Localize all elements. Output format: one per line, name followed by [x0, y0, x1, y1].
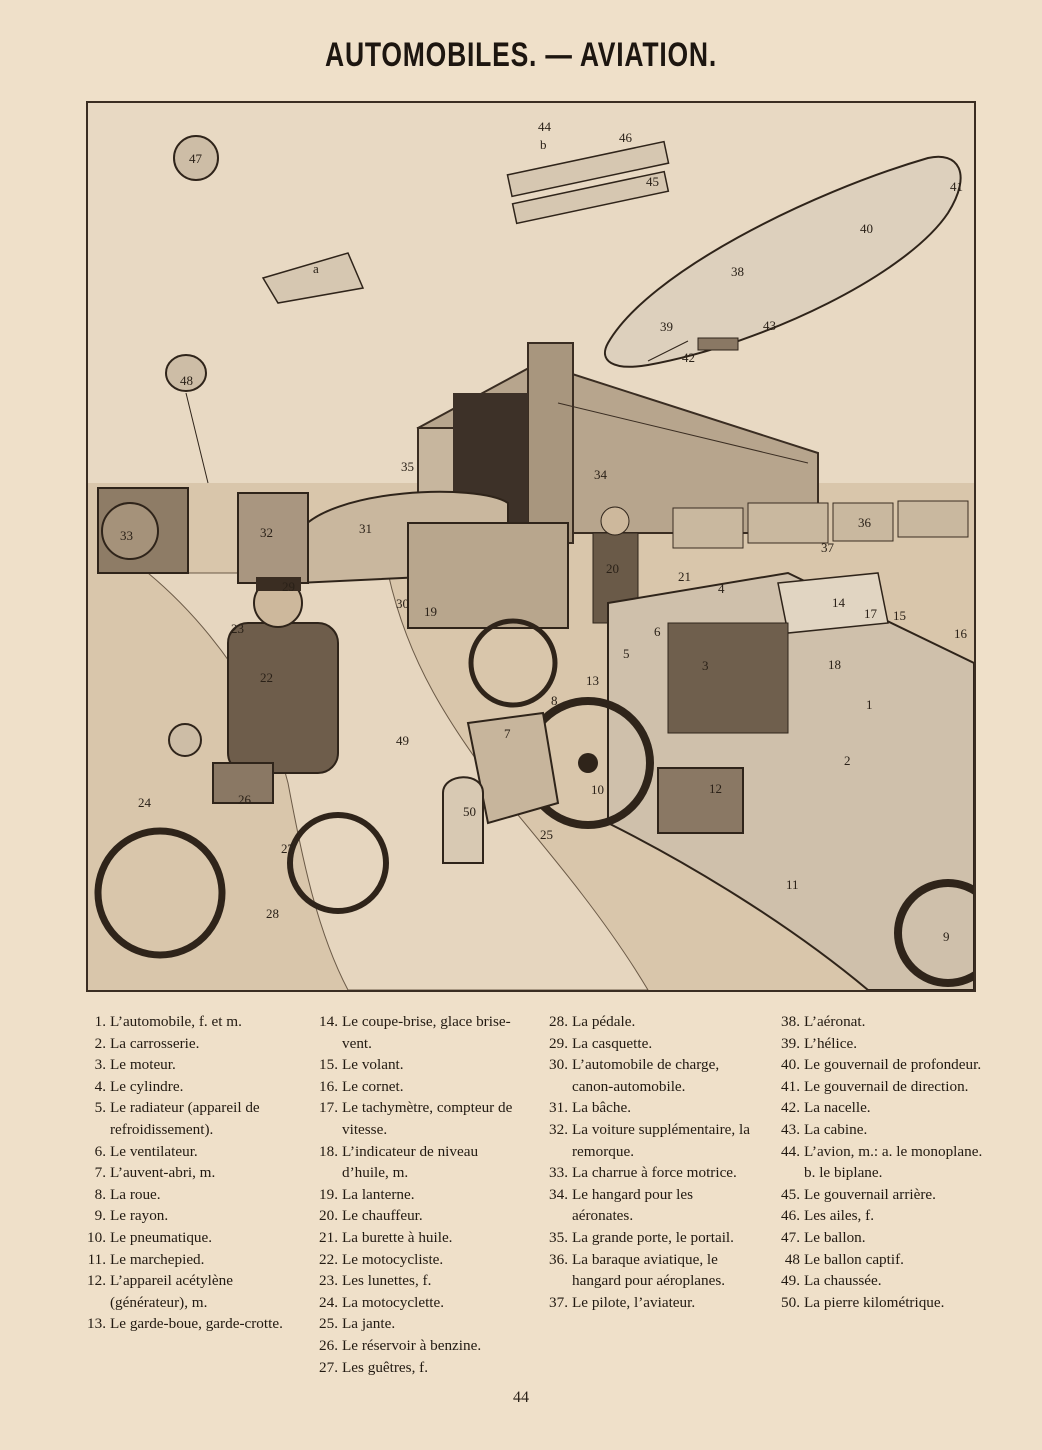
label-34: 34 — [594, 467, 607, 482]
label-30: 30 — [396, 596, 409, 611]
legend-entry: 1. L’automobile, f. et m. — [94, 1013, 242, 1030]
legend-entry: 7. L’auvent-abri, m. — [94, 1164, 216, 1182]
legend-column-1 — [70, 1011, 292, 1335]
legend-column-4 — [764, 1011, 986, 1313]
legend-entry: 4. Le cylindre. — [94, 1077, 184, 1095]
label-23: 23 — [231, 621, 244, 636]
label-7: 7 — [504, 726, 511, 741]
legend-entry: 38. L’aéronat. — [781, 1013, 866, 1030]
label-43: 43 — [763, 318, 776, 333]
engraving-illustration — [86, 101, 976, 992]
legend-entry: 24. La motocyclette. — [319, 1293, 445, 1311]
label-37: 37 — [821, 540, 834, 555]
legend-entry: 27. Les guêtres, f. — [319, 1358, 429, 1376]
label-2: 2 — [844, 753, 851, 768]
legend-entry: 17. Le tachymètre, compteur de vitesse. — [319, 1099, 513, 1138]
label-13: 13 — [586, 673, 599, 688]
legend-entry: 45. Le gouvernail arrière. — [781, 1185, 936, 1203]
label-20: 20 — [606, 561, 619, 576]
label-18: 18 — [828, 657, 841, 672]
label-4: 4 — [718, 581, 725, 596]
label-39: 39 — [660, 319, 673, 334]
label-a: a — [313, 261, 319, 276]
legend-entry: 8. La roue. — [94, 1185, 161, 1203]
label-33: 33 — [120, 528, 133, 543]
legend-entry: 11. Le marchepied. — [87, 1250, 205, 1268]
legend-entry: 2. La carrosserie. — [94, 1034, 200, 1052]
label-41: 41 — [950, 179, 963, 194]
legend-column-3 — [532, 1011, 754, 1313]
label-1: 1 — [866, 697, 873, 712]
legend-entry: 30. L’automobile de charge, canon-automobile. — [549, 1056, 720, 1095]
label-6: 6 — [654, 624, 661, 639]
legend-entry: 6. Le ventilateur. — [94, 1142, 198, 1160]
label-11: 11 — [786, 877, 799, 892]
legend — [70, 1011, 990, 1381]
label-38: 38 — [731, 264, 744, 279]
legend-entry: 29. La casquette. — [549, 1034, 653, 1052]
legend-entry: 34. Le hangard pour les aéronates. — [549, 1185, 694, 1225]
label-26: 26 — [238, 792, 251, 807]
legend-entry: 31. La bâche. — [549, 1099, 632, 1117]
label-29: 29 — [282, 579, 295, 594]
label-28: 28 — [266, 906, 279, 921]
legend-entry: 46. Les ailes, f. — [781, 1207, 875, 1225]
label-48: 48 — [180, 373, 193, 388]
legend-entry: 35. La grande porte, le portail. — [549, 1228, 734, 1246]
legend-entry: 40. Le gouvernail de profondeur. — [781, 1056, 982, 1074]
legend-entry: 16. Le cornet. — [319, 1077, 404, 1095]
legend-entry: 39. L’hélice. — [781, 1034, 857, 1052]
legend-entry: 48 Le ballon captif. — [784, 1250, 904, 1268]
label-46: 46 — [619, 130, 632, 145]
legend-entry: 47. Le ballon. — [781, 1228, 866, 1246]
legend-entry: 10. Le pneumatique. — [87, 1228, 213, 1246]
label-40: 40 — [860, 221, 873, 236]
legend-entry: 5. Le radiateur (appareil de refroidissement). — [94, 1099, 260, 1138]
legend-entry: 28. La pédale. — [549, 1013, 636, 1030]
label-14: 14 — [832, 595, 845, 610]
label-8: 8 — [551, 693, 558, 708]
legend-column-2 — [302, 1011, 524, 1378]
page-number: 44 — [513, 1389, 529, 1406]
label-22: 22 — [260, 670, 273, 685]
legend-entry: 20. Le chauffeur. — [319, 1207, 423, 1225]
label-21: 21 — [678, 569, 691, 584]
legend-entry: 32. La voiture supplémentaire, la remorque. — [549, 1120, 750, 1160]
legend-entry: 41. Le gouvernail de direction. — [781, 1077, 969, 1095]
steam-tractor — [98, 488, 188, 573]
milestone — [443, 777, 483, 863]
label-44: 44 — [538, 119, 551, 134]
label-9: 9 — [943, 929, 950, 944]
label-5: 5 — [623, 646, 630, 661]
legend-entry: 25. La jante. — [319, 1315, 396, 1333]
legend-entry: 23. Les lunettes, f. — [319, 1272, 432, 1290]
label-32: 32 — [260, 525, 273, 540]
illustration-drawing — [88, 103, 974, 990]
legend-entry: 33. La charrue à force motrice. — [549, 1164, 737, 1182]
label-45: 45 — [646, 174, 659, 189]
label-47: 47 — [189, 151, 202, 166]
label-50: 50 — [463, 804, 476, 819]
page-title: AUTOMOBILES. — AVIATION. — [325, 36, 717, 74]
label-b: b — [540, 137, 547, 152]
legend-entry: 50. La pierre kilométrique. — [781, 1293, 945, 1311]
legend-entry: 18. L’indicateur de niveau d’huile, m. — [319, 1142, 479, 1182]
label-42: 42 — [682, 350, 695, 365]
legend-entry: 15. Le volant. — [319, 1056, 404, 1074]
legend-entry: 42. La nacelle. — [781, 1099, 871, 1117]
label-35: 35 — [401, 459, 414, 474]
label-12: 12 — [709, 781, 722, 796]
label-24: 24 — [138, 795, 151, 810]
label-17: 17 — [864, 606, 877, 621]
label-3: 3 — [702, 658, 709, 673]
legend-entry: 26. Le réservoir à benzine. — [319, 1336, 482, 1354]
legend-entry: 22. Le motocycliste. — [319, 1250, 444, 1268]
legend-entry: 13. Le garde-boue, garde-crotte. — [87, 1315, 283, 1333]
legend-entry: 49. La chaussée. — [781, 1272, 882, 1290]
legend-entry: 9. Le rayon. — [94, 1207, 169, 1225]
legend-entry: 21. La burette à huile. — [319, 1228, 453, 1246]
label-19: 19 — [424, 604, 437, 619]
label-15: 15 — [893, 608, 906, 623]
legend-entry: 36. La baraque aviatique, le hangard pour aéroplanes. — [549, 1250, 726, 1290]
legend-entry: 19. La lanterne. — [319, 1185, 415, 1203]
label-36: 36 — [858, 515, 871, 530]
label-49: 49 — [396, 733, 409, 748]
legend-entry: 12. L’appareil acétylène (générateur), m. — [87, 1272, 233, 1311]
label-25: 25 — [540, 827, 553, 842]
legend-entry: 44. L’avion, m.: a. le monoplane. b. le biplane. — [781, 1142, 983, 1182]
label-31: 31 — [359, 521, 372, 536]
label-16: 16 — [954, 626, 967, 641]
legend-entry: 37. Le pilote, l’aviateur. — [549, 1293, 696, 1311]
legend-entry: 3. Le moteur. — [94, 1056, 176, 1074]
legend-entry: 43. La cabine. — [781, 1120, 868, 1138]
label-10: 10 — [591, 782, 604, 797]
label-27: 27 — [281, 841, 294, 856]
legend-entry: 14. Le coupe-brise, glace brise-vent. — [319, 1013, 511, 1052]
